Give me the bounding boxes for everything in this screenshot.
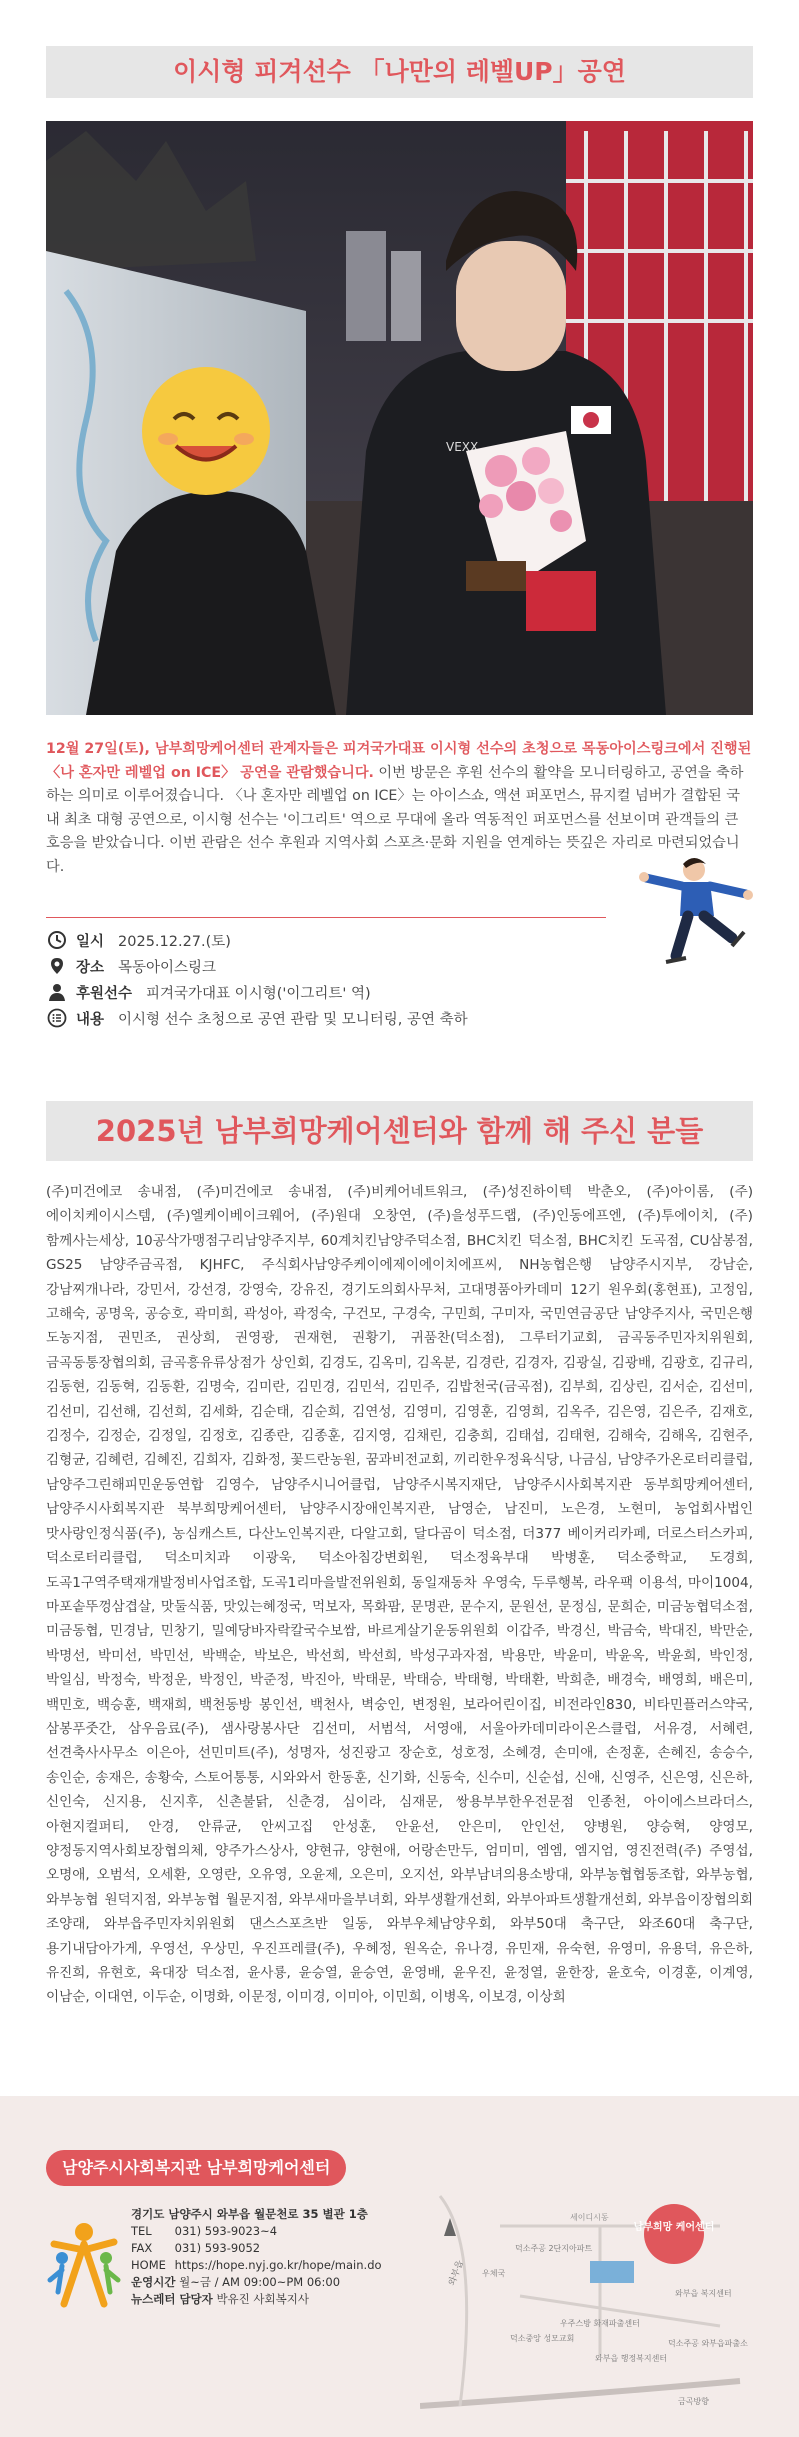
- skater-illustration: [636, 852, 754, 982]
- hours-row: [131, 2274, 431, 2291]
- jacket-logo-text: VEXX: [446, 440, 479, 454]
- address-text: 경기도 남양주시 와부읍 월문천로 35 별관 1층: [131, 2207, 368, 2221]
- center-badge-label: 남부희망 케어센터: [633, 2222, 715, 2233]
- person-icon: [46, 981, 68, 1003]
- center-location-badge: [644, 2204, 704, 2264]
- map-label-g: 덕소주공 와부읍파출소: [668, 2339, 748, 2348]
- donors-list: (주)미건에코 송내점, (주)미건에코 송내점, (주)비케어네트워크, (주)성진하이텍 박춘오, (주)아이롬, (주)에이치케이시스템, (주)엘케이베이크웨어, (주)원대 오창연, (주)을성푸드랩, (주)인동에프엔, (주)투에이치, (주)함께사는세상, 10공삭가맹점구리남양주지부, 60계치킨남양주덕소점, BHC치킨 덕소점, BHC치킨 도곡점, CU삼봉점, GS25 남양주금곡점, KJHFC, 주식회사남양주케이에제이에이치에프씨, NH농협은행 남양주시지부, 강남순, 강남찌개나라, 강민서, 강선경, 강영숙, 강유진, 경기도의회사무처, 고대명품아카데미 12기 원우회(홍현표), 고정임, 고해숙, 공명욱, 공승호, 곽미희, 곽성아, 곽정숙, 구건모, 구경숙, 구민희, 구미자, 국민연금공단 남양주지사, 국민은행 도농지점, 권민조, 권상희, 권영광, 권재현, 권황기, 귀품찬(덕소점), 그루터기교회, 금곡동주민자치위원회, 금곡동통장협의회, 금곡흥유류상점가 상인회, 김경도, 김옥미, 김옥분, 김경란, 김경자, 김광실, 김광배, 김광호, 김규리, 김동현, 김동혁, 김동환, 김명숙, 김미란, 김민경, 김민석, 김민주, 김밥천국(금곡점), 김부희, 김상린, 김서순, 김선미, 김선미, 김선해, 김선희, 김세화, 김순태, 김순희, 김연성, 김영미, 김영훈, 김영희, 김옥주, 김은영, 김은주, 김재호, 김정수, 김정순, 김정일, 김정호, 김종란, 김종훈, 김지영, 김채린, 김충희, 김태섭, 김태현, 김해숙, 김해옥, 김현주, 김형균, 김혜련, 김혜진, 김희자, 김화정, 꽃드란농원, 꿈과비전교회, 끼리한우정육식당, 나금심, 남양주가온로터리클럽, 남양주그린해피민운동연합 김영수, 남양주시니어클럽, 남양주시복지재단, 남양주시사회복지관 동부희망케어센터, 남양주시사회복지관 북부희망케어센터, 남양주시장애인복지관, 남영순, 남진미, 노은경, 노현미, 농업회사법인 맛사랑인정식품(주), 농심캐스트, 다산노인복지관, 다알고회, 달다곰이 덕소점, 더377 베이커리카페, 더로스터스카피, 덕소로터리클럽, 덕소미치과 이광욱, 덕소아침강변회원, 덕소정육부대 박병훈, 덕소중학교, 도경희, 도곡1구역주택재개발정비사업조합, 도곡1리마을발전위원회, 동일재동차 우영숙, 두루행복, 라우팩 이용석, 마이1004, 마포솥뚜껑삼겹살, 맛둘식품, 맛있는혜정국, 먹보자, 목화팜, 문명관, 문수지, 문원선, 문정심, 문희순, 미금농협덕소점, 미금동협, 민경남, 민창기, 밀예당바자락칼국수보쌈, 바르게살기운동위원회 이갑주, 박경신, 박금숙, 박대진, 박만순, 박명선, 박미선, 박민선, 박백순, 박보은, 박선희, 박선희, 박성구과자점, 박용만, 박윤미, 박윤옥, 박윤희, 박인정, 박일심, 박정숙, 박정운, 박정인, 박준정, 박진아, 박태문, 박태승, 박태형, 박태환, 박희춘, 배경숙, 배영희, 배은미, 백민호, 백승훈, 백재희, 백천동방 봉인선, 백천사, 벽숭인, 변정원, 보라어린이집, 비전라인830, 비타민플러스약국, 삼봉푸줏간, 삼우음료(주), 샘사랑봉사단 김선미, 서범석, 서영애, 서울아카데미라이온스클럽, 서유경, 서혜련, 선견축사사무소 이은아, 선민미트(주), 성명자, 성진광고 장순호, 성호정, 소혜경, 손미애, 손정훈, 손혜진, 송승수, 송인순, 송재은, 송황숙, 스토어통통, 시와와서 한동훈, 신기화, 신동숙, 신수미, 신순섭, 신애, 신영주, 신은영, 신은하, 신인숙, 신지용, 신지후, 신촌불닭, 신춘경, 심이라, 심재문, 쌍용부부한우전문점 인종천, 아이에스브라더스, 아현지컬퍼티, 안경, 안류균, 안씨고집 안성훈, 안윤선, 안은미, 안인선, 양병원, 양승혁, 양영모, 양정동지역사회보장협의체, 양주가스상사, 양현규, 양현애, 어랑손만두, 엄미미, 엠엠, 엠지엄, 영진전력(주) 주영섭, 오명애, 오범석, 오세환, 오영란, 오유영, 오윤제, 오은미, 오지선, 와부남녀의용소방대, 와부농협협동조합, 와부농협, 와부농협 원덕지점, 와부농협 월문지점, 와부새마을부녀회, 와부생활개선회, 와부아파트생활개선회, 와부읍이장협의회 조양래, 와부읍주민자치위원회 댄스스포츠반 일동, 와부우체남양우회, 와부50대 축구단, 와조60대 축구단, 용기내담아가게, 우영선, 우상민, 우진프레클(주), 우혜정, 원옥순, 유나경, 유민재, 유숙현, 유영미, 유용덕, 유은하, 유진희, 유현호, 육대장 덕소점, 윤사룡, 윤승열, 윤승연, 윤영배, 윤우진, 윤정열, 윤한장, 윤호숙, 이경훈, 이계영, 이남순, 이대연, 이두순, 이명화, 이문정, 이미경, 이미아, 이민희, 이병옥, 이보경, 이상희: [46, 1184, 753, 2006]
- map-label-e: 와부읍 복지센터: [675, 2289, 732, 2298]
- date-value: 2025.12.27.(토): [118, 933, 231, 950]
- event-info-list: [46, 927, 646, 1031]
- content-label: 내용: [76, 1011, 105, 1028]
- map-label-h: 금곡방향: [678, 2397, 709, 2406]
- event-photo: [46, 121, 753, 715]
- svg-text:와부읍: 와부읍: [447, 2259, 466, 2288]
- map-label-f: 와부읍 행정복지센터: [595, 2354, 668, 2363]
- sponsor-label: 후원선수: [76, 985, 133, 1002]
- place-value: 목동아이스링크: [118, 959, 217, 976]
- intro-body: 이번 방문은 후원 선수의 활약을 모니터링하고, 공연을 축하하는 의미로 이루어졌습니다. 〈나 혼자만 레벨업 on ICE〉는 아이스쇼, 액션 퍼포먼스, 뮤지컬 넘버가 결합된 국내 최초 대형 공연으로, 이시형 선수는 '이그리트' 역으로 무대에 올라 역동적인 퍼포먼스를 선보이며 관객들의 큰 호응을 받았습니다. 이번 관람은 선수 후원과 지역사회 스포츠·문화 지원을 연계하는 뜻깊은 자리로 마련되었습니다.: [46, 764, 744, 875]
- fax-row: [131, 2240, 431, 2257]
- info-row-sponsor: [46, 979, 646, 1005]
- newsletter-contact: 박유진 사회복지사: [216, 2292, 309, 2306]
- photo-illustration: [46, 121, 753, 715]
- newsletter-label: 뉴스레터 담당자: [131, 2292, 213, 2306]
- content-value: 이시형 선수 초청으로 공연 관람 및 모니터링, 공연 축하: [118, 1011, 468, 1028]
- info-divider: [46, 917, 606, 918]
- clock-icon: [46, 929, 68, 951]
- location-map: [420, 2156, 750, 2416]
- fax-value: 031) 593-9052: [174, 2241, 261, 2255]
- map-label-d: 덕소중앙 성모교회: [510, 2334, 575, 2343]
- hours-label: 운영시간: [131, 2275, 176, 2289]
- newsletter-row: [131, 2291, 431, 2308]
- tel-label: TEL: [131, 2224, 152, 2238]
- date-label: 일시: [76, 933, 105, 950]
- info-row-date: [46, 927, 646, 953]
- fax-label: FAX: [131, 2241, 153, 2255]
- info-row-place: [46, 953, 646, 979]
- footer: [0, 2096, 799, 2437]
- location-pin-icon: [46, 955, 68, 977]
- home-row: [131, 2257, 431, 2274]
- sponsor-value: 피겨국가대표 이시형('이그리트' 역): [146, 985, 371, 1002]
- contact-info: [131, 2206, 431, 2308]
- home-link[interactable]: https://hope.nyj.go.kr/hope/main.do: [174, 2258, 382, 2272]
- hours-value: 월~금 / AM 09:00~PM 06:00: [179, 2275, 341, 2289]
- map-label-a: 덕소주공 2단지아파트: [515, 2244, 593, 2253]
- map-label-i: 세이디시동: [570, 2213, 609, 2222]
- map-label-c: 우주스방 화재파출센터: [560, 2319, 640, 2328]
- center-building-icon: [590, 2261, 634, 2283]
- welfare-logo-icon: [44, 2214, 124, 2314]
- place-label: 장소: [76, 959, 105, 976]
- section-title-donors: 2025년 남부희망케어센터와 함께 해 주신 분들: [46, 1101, 753, 1161]
- section-title-performance: 이시형 피겨선수 「나만의 레벨UP」공연: [46, 46, 753, 98]
- info-row-content: [46, 1005, 646, 1031]
- map-label-b: 우체국: [482, 2269, 506, 2278]
- intro-highlight: 12월 27일(토), 남부희망케어센터 관계자들은 피겨국가대표 이시형 선수의 초청으로 목동아이스링크에서 진행된 〈나 혼자만 레벨업 on ICE〉 공연을 관람했습니다.: [46, 741, 752, 781]
- home-label: HOME: [131, 2258, 166, 2272]
- map-road-label-main: [446, 2258, 466, 2287]
- tel-value[interactable]: 031) 593-9023~4: [174, 2224, 278, 2238]
- tel-row: [131, 2223, 431, 2240]
- list-icon: [46, 1007, 68, 1029]
- org-name-badge: 남양주시사회복지관 남부희망케어센터: [46, 2150, 346, 2186]
